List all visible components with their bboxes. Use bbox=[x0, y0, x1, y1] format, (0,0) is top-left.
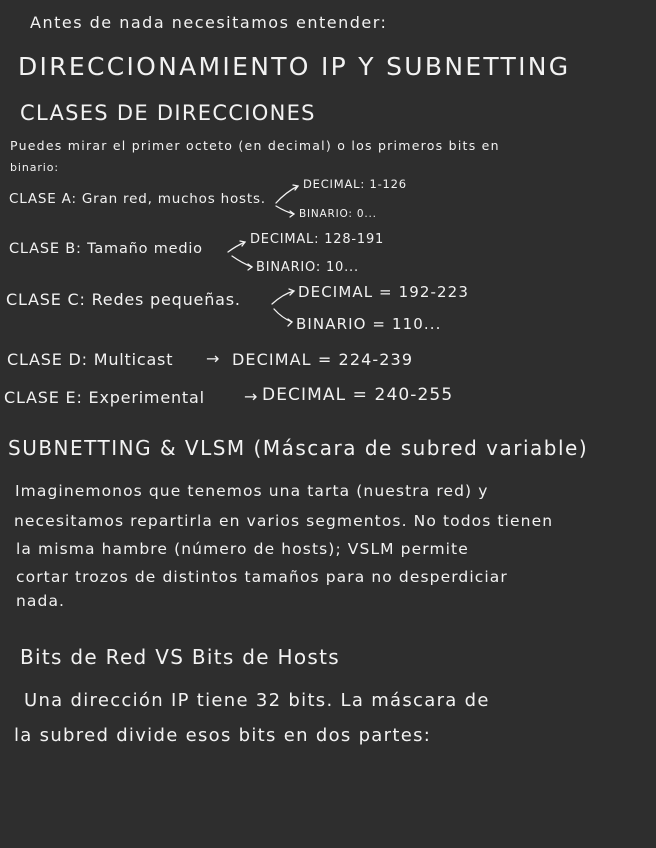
class-d-arrow-icon: → bbox=[206, 349, 221, 368]
section-heading-vlsm: SUBNETTING & VLSM (Máscara de subred variable) bbox=[8, 436, 589, 460]
vlsm-line-1: Imaginemonos que tenemos una tarta (nuestra red) y bbox=[15, 482, 489, 500]
class-c-label: CLASE C: Redes pequeñas. bbox=[6, 290, 241, 309]
class-e-decimal: DECIMAL = 240-255 bbox=[262, 385, 454, 405]
class-b-branch-up-head bbox=[240, 241, 245, 246]
section-heading-bits: Bits de Red VS Bits de Hosts bbox=[20, 645, 340, 669]
class-a-branch-down-head bbox=[290, 211, 294, 217]
class-c-decimal: DECIMAL = 192-223 bbox=[298, 283, 469, 301]
class-c-branch-down-arrow bbox=[274, 309, 292, 322]
class-b-binary: BINARIO: 10... bbox=[256, 260, 359, 275]
vlsm-line-3: la misma hambre (número de hosts); VSLM permite bbox=[16, 540, 469, 558]
class-c-binary: BINARIO = 110... bbox=[296, 315, 442, 333]
class-b-branch-down-arrow bbox=[232, 256, 252, 267]
bits-line-1: Una dirección IP tiene 32 bits. La máscara de bbox=[24, 690, 490, 711]
intro-text: Antes de nada necesitamos entender: bbox=[30, 13, 388, 32]
page-title: DIRECCIONAMIENTO IP Y SUBNETTING bbox=[18, 52, 571, 81]
class-e-label: CLASE E: Experimental bbox=[4, 388, 205, 407]
class-b-branch-down-head bbox=[248, 264, 252, 270]
class-e-arrow-icon: → bbox=[244, 387, 259, 406]
class-a-binary: BINARIO: 0... bbox=[299, 208, 377, 220]
class-c-branch-up-arrow bbox=[272, 291, 294, 304]
class-c-branch-up-head bbox=[289, 289, 294, 295]
clases-description-line1: Puedes mirar el primer octeto (en decimal) o los primeros bits en bbox=[10, 138, 500, 153]
clases-description-line2: binario: bbox=[10, 161, 59, 174]
class-d-label: CLASE D: Multicast bbox=[7, 350, 174, 369]
class-d-decimal: DECIMAL = 224-239 bbox=[232, 350, 414, 369]
class-a-branch-up-head bbox=[293, 185, 298, 190]
class-b-branch-up-arrow bbox=[228, 242, 245, 252]
vlsm-line-2: necesitamos repartirla en varios segmentos. No todos tienen bbox=[14, 512, 554, 530]
bits-line-2: la subred divide esos bits en dos partes: bbox=[14, 725, 432, 746]
vlsm-line-4: cortar trozos de distintos tamaños para no desperdiciar bbox=[16, 568, 508, 586]
class-a-branch-down-arrow bbox=[276, 206, 294, 214]
class-b-label: CLASE B: Tamaño medio bbox=[9, 241, 203, 257]
class-a-branch-up-arrow bbox=[276, 186, 298, 203]
class-a-decimal: DECIMAL: 1-126 bbox=[303, 177, 407, 191]
class-c-branch-down-head bbox=[288, 319, 292, 326]
vlsm-line-5: nada. bbox=[16, 592, 66, 610]
class-a-label: CLASE A: Gran red, muchos hosts. bbox=[9, 191, 266, 207]
section-heading-clases: CLASES DE DIRECCIONES bbox=[20, 101, 316, 125]
class-b-decimal: DECIMAL: 128-191 bbox=[250, 232, 385, 247]
